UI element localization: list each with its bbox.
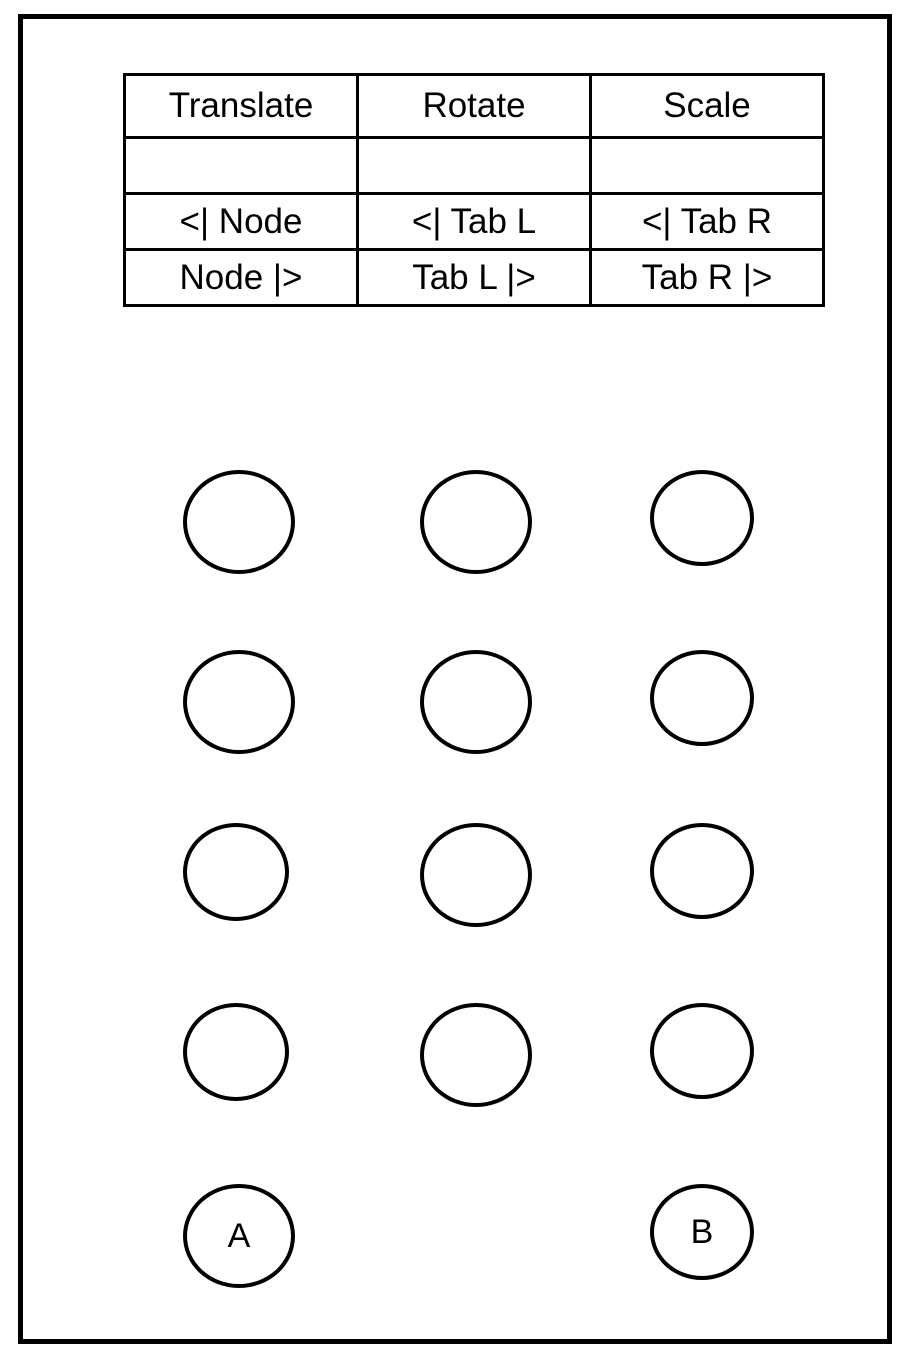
table-row: [125, 250, 824, 306]
table-cell-next-tab-l: Tab L |>: [358, 250, 591, 306]
table-cell-scale: Scale: [591, 75, 824, 138]
table-cell-prev-tab-r: <| Tab R: [591, 194, 824, 250]
button-circle-r2c2[interactable]: [650, 823, 754, 919]
table-cell-blank-2: [358, 138, 591, 194]
button-circle-r0c0[interactable]: [183, 470, 295, 574]
button-circle-r3c1[interactable]: [420, 1003, 532, 1107]
button-circle-r1c1[interactable]: [420, 650, 532, 754]
table-cell-rotate: Rotate: [358, 75, 591, 138]
button-circle-a[interactable]: A: [183, 1184, 295, 1288]
table-cell-translate: Translate: [125, 75, 358, 138]
legend-table: [123, 73, 825, 307]
button-circle-r3c2[interactable]: [650, 1003, 754, 1099]
table-cell-next-tab-r: Tab R |>: [591, 250, 824, 306]
table-row: [125, 194, 824, 250]
button-circle-r1c0[interactable]: [183, 650, 295, 754]
button-circle-r2c0[interactable]: [183, 823, 289, 921]
table-cell-next-node: Node |>: [125, 250, 358, 306]
button-circle-r2c1[interactable]: [420, 823, 532, 927]
button-circle-r1c2[interactable]: [650, 650, 754, 746]
button-circle-r0c1[interactable]: [420, 470, 532, 574]
controller-panel: [18, 14, 892, 1344]
table-cell-blank-1: [125, 138, 358, 194]
table-cell-blank-3: [591, 138, 824, 194]
table-row: [125, 138, 824, 194]
table-cell-prev-tab-l: <| Tab L: [358, 194, 591, 250]
button-circle-r3c0[interactable]: [183, 1003, 289, 1101]
button-circle-r0c2[interactable]: [650, 470, 754, 566]
button-circle-b[interactable]: B: [650, 1184, 754, 1280]
table-cell-prev-node: <| Node: [125, 194, 358, 250]
table-row: [125, 75, 824, 138]
